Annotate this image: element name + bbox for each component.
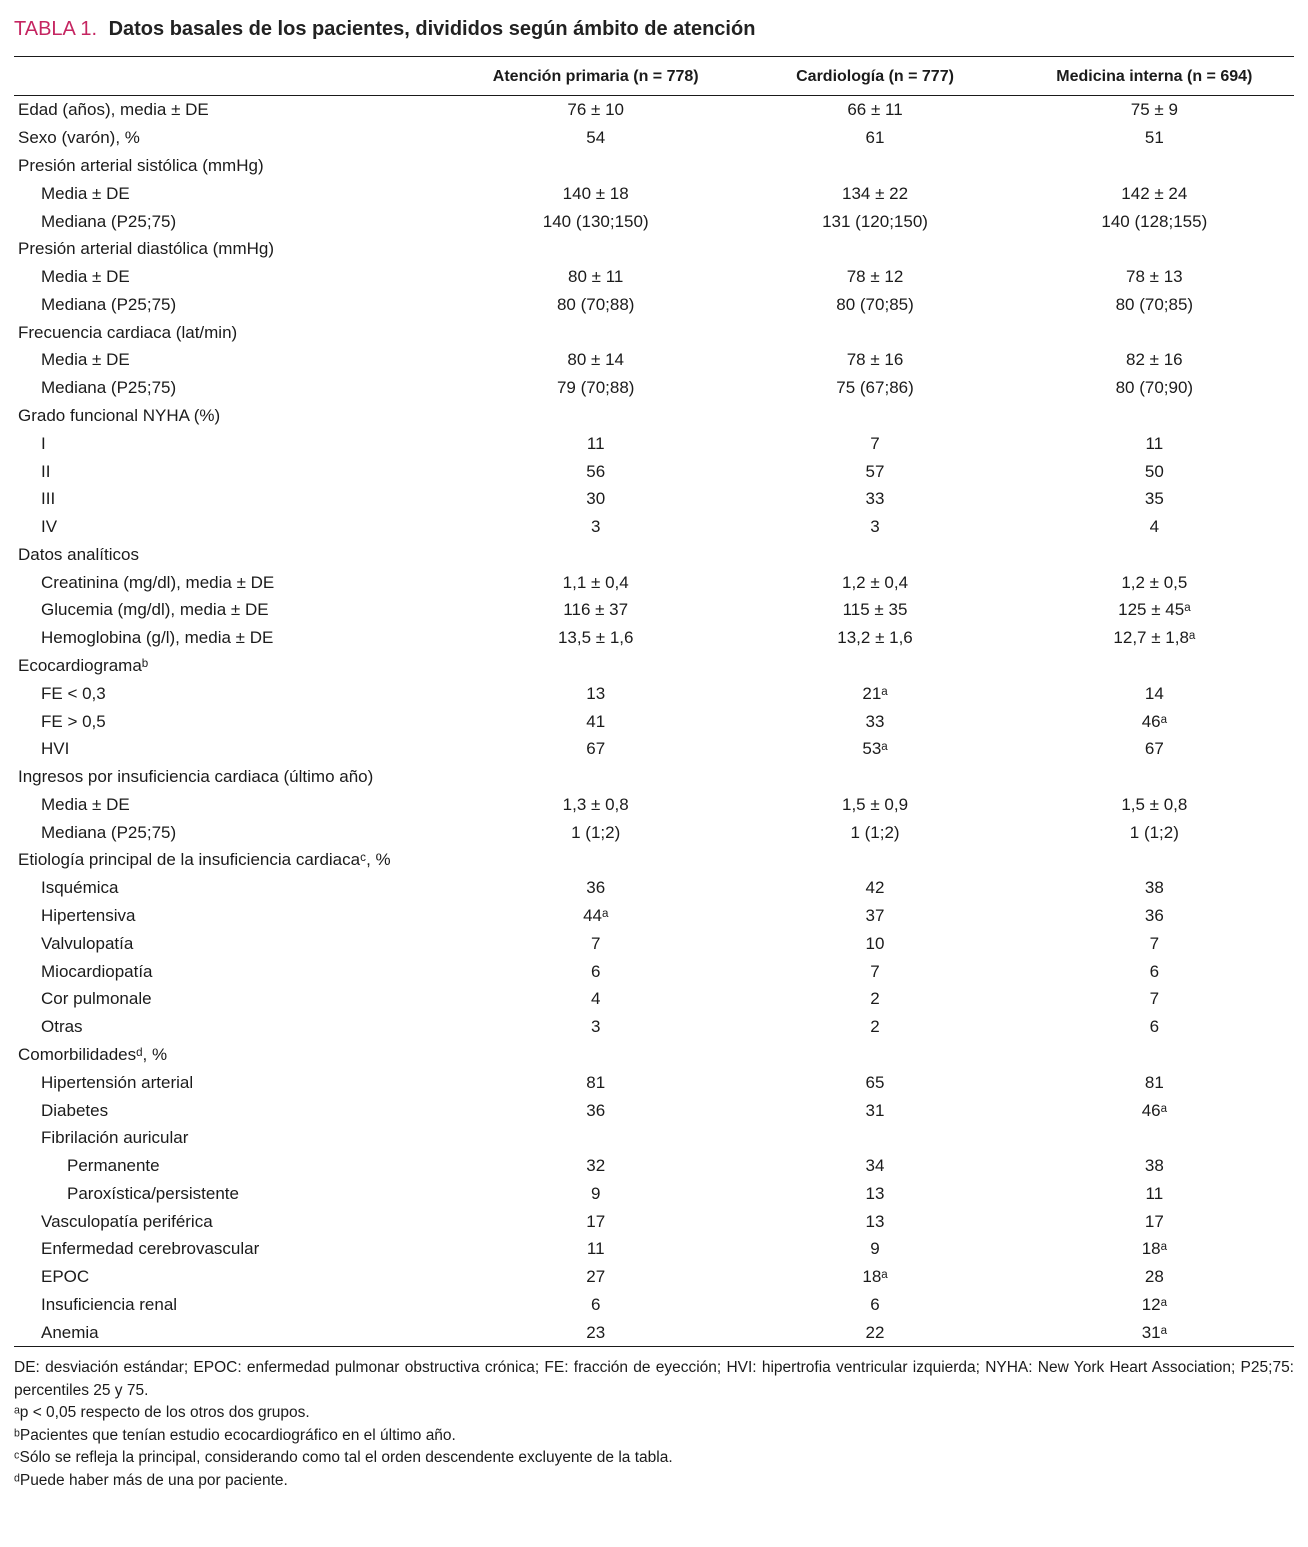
table-row	[14, 374, 1294, 402]
cell-value	[735, 1124, 1014, 1152]
cell-value: 36	[586, 878, 606, 898]
cell-value: 30	[586, 489, 606, 509]
cell-value: 18ᵃ	[862, 1267, 888, 1287]
row-label: Mediana (P25;75)	[41, 294, 177, 314]
cell-value	[456, 235, 735, 263]
row-label: Otras	[41, 1017, 83, 1037]
row-label: Edad (años), media ± DE	[18, 100, 209, 120]
row-label: Datos analíticos	[18, 544, 139, 564]
row-label: Ingresos por insuficiencia cardiaca (último año)	[18, 767, 374, 787]
cell-value: 80 (70;85)	[1115, 294, 1194, 314]
cell-value: 67	[586, 739, 606, 759]
cell-value: 61	[865, 128, 885, 148]
row-label: Comorbilidadesᵈ, %	[18, 1044, 168, 1064]
cell-value	[1015, 846, 1294, 874]
cell-value: 9	[590, 1183, 601, 1203]
row-label: Media ± DE	[41, 350, 130, 370]
column-header-cardiologia: Cardiología (n = 777)	[796, 68, 954, 85]
column-header-medicina-interna: Medicina interna (n = 694)	[1056, 68, 1253, 85]
cell-value: 11	[586, 433, 605, 453]
cell-value	[456, 846, 735, 874]
cell-value	[456, 402, 735, 430]
cell-value: 38	[1144, 1156, 1164, 1176]
cell-value: 13,5 ± 1,6	[557, 628, 634, 648]
cell-value: 37	[865, 906, 885, 926]
cell-value: 13	[865, 1211, 885, 1231]
footnote: ᵇPacientes que tenían estudio ecocardiográfico en el último año.	[14, 1426, 456, 1444]
row-label: Presión arterial diastólica (mmHg)	[18, 239, 275, 259]
cell-value: 17	[1144, 1211, 1164, 1231]
table-row	[14, 652, 1294, 680]
row-label: FE > 0,5	[41, 711, 106, 731]
cell-value: 140 ± 18	[562, 183, 629, 203]
table-row	[14, 568, 1294, 596]
table-row	[14, 346, 1294, 374]
cell-value	[735, 318, 1014, 346]
cell-value: 81	[586, 1072, 606, 1092]
table-row	[14, 929, 1294, 957]
cell-value: 44ᵃ	[583, 906, 609, 926]
cell-value: 7	[1149, 989, 1160, 1009]
row-label: HVI	[41, 739, 70, 759]
cell-value: 54	[586, 128, 606, 148]
table-row	[14, 541, 1294, 569]
footnote: ᵃp < 0,05 respecto de los otros dos grupos.	[14, 1404, 310, 1422]
cell-value: 2	[870, 989, 880, 1009]
row-label: Permanente	[67, 1156, 160, 1176]
cell-value: 33	[865, 711, 885, 731]
cell-value: 116 ± 37	[563, 600, 629, 620]
cell-value: 13,2 ± 1,6	[837, 628, 913, 648]
cell-value: 41	[586, 711, 606, 731]
table-row	[14, 1041, 1294, 1069]
row-label: Mediana (P25;75)	[41, 378, 177, 398]
cell-value: 13	[586, 683, 606, 703]
cell-value: 27	[586, 1267, 606, 1287]
row-label: Hemoglobina (g/l), media ± DE	[41, 628, 274, 648]
row-label: Paroxística/persistente	[67, 1183, 239, 1203]
cell-value: 80 (70;85)	[836, 294, 914, 314]
cell-value: 12,7 ± 1,8ᵃ	[1113, 628, 1196, 648]
cell-value: 36	[586, 1100, 606, 1120]
table-row	[14, 1235, 1294, 1263]
row-label: Cor pulmonale	[41, 989, 152, 1009]
table-row	[14, 402, 1294, 430]
cell-value: 42	[865, 878, 885, 898]
cell-value: 1,5 ± 0,9	[841, 794, 909, 814]
cell-value: 21ᵃ	[862, 683, 888, 703]
table-body	[14, 96, 1294, 1347]
table-row	[14, 485, 1294, 513]
row-label: Glucemia (mg/dl), media ± DE	[41, 600, 269, 620]
cell-value: 6	[590, 1294, 601, 1314]
cell-value	[456, 318, 735, 346]
cell-value: 142 ± 24	[1121, 183, 1188, 203]
cell-value: 22	[865, 1322, 885, 1342]
cell-value: 2	[870, 1017, 880, 1037]
cell-value	[1015, 541, 1294, 569]
row-label-column-header	[14, 57, 456, 96]
cell-value: 38	[1144, 878, 1164, 898]
cell-value	[456, 1124, 735, 1152]
table-row	[14, 957, 1294, 985]
table-row	[14, 735, 1294, 763]
table-row	[14, 263, 1294, 291]
table-row	[14, 1207, 1294, 1235]
table-caption: Datos basales de los pacientes, divididos según ámbito de atención	[108, 18, 756, 40]
row-label: FE < 0,3	[41, 683, 106, 703]
cell-value: 4	[590, 989, 601, 1009]
cell-value	[735, 1041, 1014, 1069]
cell-value: 80 (70;88)	[556, 294, 635, 314]
cell-value: 17	[586, 1211, 606, 1231]
table-row	[14, 763, 1294, 791]
table-row	[14, 985, 1294, 1013]
row-label: Hipertensiva	[41, 906, 136, 926]
cell-value	[1015, 652, 1294, 680]
table-row	[14, 1124, 1294, 1152]
table-row	[14, 235, 1294, 263]
cell-value: 35	[1144, 489, 1164, 509]
row-label: Mediana (P25;75)	[41, 822, 177, 842]
cell-value: 1,3 ± 0,8	[562, 794, 629, 814]
table-row	[14, 624, 1294, 652]
table-row	[14, 818, 1294, 846]
cell-value: 79 (70;88)	[556, 378, 635, 398]
cell-value	[1015, 152, 1294, 180]
cell-value: 3	[590, 517, 601, 537]
table-row	[14, 207, 1294, 235]
cell-value: 81	[1144, 1072, 1164, 1092]
cell-value: 12ᵃ	[1141, 1294, 1167, 1314]
cell-value: 7	[870, 961, 880, 981]
table-row	[14, 96, 1294, 124]
table-row	[14, 1013, 1294, 1041]
cell-value	[735, 652, 1014, 680]
table-row	[14, 1179, 1294, 1207]
cell-value: 10	[865, 933, 885, 953]
cell-value: 65	[865, 1072, 885, 1092]
cell-value: 140 (130;150)	[542, 211, 649, 231]
table-row	[14, 152, 1294, 180]
row-label: Miocardiopatía	[41, 961, 153, 981]
table-row	[14, 179, 1294, 207]
cell-value	[1015, 402, 1294, 430]
cell-value: 140 (128;155)	[1101, 211, 1208, 231]
cell-value: 7	[590, 933, 601, 953]
cell-value: 80 ± 11	[568, 267, 624, 287]
table-row	[14, 1096, 1294, 1124]
table-row	[14, 791, 1294, 819]
cell-value: 78 ± 12	[846, 267, 904, 287]
table-row	[14, 1291, 1294, 1319]
row-label: Sexo (varón), %	[18, 128, 140, 148]
cell-value: 3	[870, 517, 880, 537]
cell-value: 82 ± 16	[1126, 350, 1183, 370]
cell-value	[1015, 318, 1294, 346]
header-row	[14, 57, 1294, 96]
cell-value: 3	[590, 1017, 601, 1037]
row-label: Enfermedad cerebrovascular	[41, 1239, 260, 1259]
cell-value: 1 (1;2)	[850, 822, 900, 842]
table-title	[14, 16, 1294, 42]
cell-value: 36	[1144, 906, 1164, 926]
row-label: Vasculopatía periférica	[41, 1211, 213, 1231]
table-row	[14, 902, 1294, 930]
cell-value: 75 ± 9	[1130, 100, 1178, 120]
cell-value: 6	[1149, 961, 1160, 981]
row-label: Presión arterial sistólica (mmHg)	[18, 155, 264, 175]
row-label: Valvulopatía	[41, 933, 134, 953]
table-row	[14, 874, 1294, 902]
table-row	[14, 513, 1294, 541]
cell-value: 7	[1149, 933, 1160, 953]
row-label: III	[41, 489, 56, 509]
row-label: II	[41, 461, 51, 481]
row-label: EPOC	[41, 1267, 90, 1287]
table-row	[14, 429, 1294, 457]
cell-value	[735, 541, 1014, 569]
table-number-label: TABLA 1.	[14, 18, 98, 40]
cell-value: 4	[1149, 517, 1160, 537]
cell-value: 76 ± 10	[567, 100, 624, 120]
row-label: Grado funcional NYHA (%)	[18, 405, 221, 425]
cell-value	[735, 402, 1014, 430]
cell-value	[1015, 1041, 1294, 1069]
cell-value	[1015, 235, 1294, 263]
cell-value: 28	[1144, 1267, 1164, 1287]
row-label: Mediana (P25;75)	[41, 211, 177, 231]
column-header-atencion-primaria: Atención primaria (n = 778)	[492, 68, 699, 85]
cell-value	[735, 235, 1014, 263]
row-label: Anemia	[41, 1322, 99, 1342]
cell-value: 66 ± 11	[847, 100, 903, 120]
row-label: Fibrilación auricular	[41, 1128, 189, 1148]
row-label: Media ± DE	[41, 794, 130, 814]
cell-value	[735, 152, 1014, 180]
cell-value: 75 (67;86)	[836, 378, 914, 398]
table-row	[14, 1152, 1294, 1180]
table-row	[14, 124, 1294, 152]
cell-value	[456, 763, 735, 791]
cell-value: 80 ± 14	[567, 350, 624, 370]
table-row	[14, 1068, 1294, 1096]
cell-value: 18ᵃ	[1141, 1239, 1167, 1259]
cell-value: 31	[865, 1100, 885, 1120]
row-label: Creatinina (mg/dl), media ± DE	[41, 572, 275, 592]
row-label: Media ± DE	[41, 267, 130, 287]
table-row	[14, 1318, 1294, 1346]
row-label: Hipertensión arterial	[41, 1072, 194, 1092]
cell-value: 125 ± 45ᵃ	[1118, 600, 1191, 620]
cell-value	[735, 846, 1014, 874]
cell-value: 78 ± 16	[846, 350, 904, 370]
cell-value	[456, 652, 735, 680]
row-label: Insuficiencia renal	[41, 1294, 178, 1314]
row-label: Media ± DE	[41, 183, 130, 203]
table-header	[14, 57, 1294, 96]
cell-value	[456, 1041, 735, 1069]
cell-value: 131 (120;150)	[822, 211, 928, 231]
cell-value: 9	[870, 1239, 880, 1259]
cell-value: 23	[586, 1322, 606, 1342]
cell-value: 1,1 ± 0,4	[562, 572, 629, 592]
cell-value: 46ᵃ	[1141, 711, 1167, 731]
cell-value: 6	[590, 961, 601, 981]
row-label: Ecocardiogramaᵇ	[18, 656, 149, 676]
cell-value: 1 (1;2)	[1129, 822, 1179, 842]
cell-value: 80 (70;90)	[1115, 378, 1194, 398]
row-label: Diabetes	[41, 1100, 109, 1120]
cell-value: 134 ± 22	[841, 183, 909, 203]
cell-value: 1,2 ± 0,4	[841, 572, 909, 592]
footnote: ᵈPuede haber más de una por paciente.	[14, 1471, 288, 1489]
cell-value: 11	[1145, 1183, 1164, 1203]
cell-value: 46ᵃ	[1141, 1100, 1167, 1120]
cell-value	[735, 763, 1014, 791]
row-label: Isquémica	[41, 878, 119, 898]
row-label: Etiología principal de la insuficiencia cardiacaᶜ, %	[18, 850, 391, 870]
table-row	[14, 707, 1294, 735]
cell-value: 11	[1145, 433, 1164, 453]
cell-value	[456, 152, 735, 180]
table-row	[14, 679, 1294, 707]
cell-value	[1015, 1124, 1294, 1152]
table-row	[14, 1263, 1294, 1291]
cell-value: 67	[1144, 739, 1164, 759]
row-label: I	[41, 433, 46, 453]
footnotes	[14, 1357, 1294, 1492]
cell-value: 1,5 ± 0,8	[1121, 794, 1188, 814]
cell-value: 7	[870, 433, 880, 453]
data-table	[14, 56, 1294, 1347]
cell-value: 34	[865, 1156, 885, 1176]
cell-value: 1,2 ± 0,5	[1121, 572, 1188, 592]
cell-value: 6	[1149, 1017, 1160, 1037]
cell-value: 31ᵃ	[1141, 1322, 1167, 1342]
cell-value: 57	[865, 461, 885, 481]
cell-value	[1015, 763, 1294, 791]
cell-value: 33	[865, 489, 885, 509]
cell-value: 1 (1;2)	[571, 822, 621, 842]
row-label: Frecuencia cardiaca (lat/min)	[18, 322, 238, 342]
footnote: ᶜSólo se refleja la principal, considerando como tal el orden descendente excluyente de la tabla.	[14, 1449, 673, 1467]
cell-value: 78 ± 13	[1126, 267, 1183, 287]
table-row	[14, 596, 1294, 624]
cell-value	[456, 541, 735, 569]
footnote: DE: desviación estándar; EPOC: enfermedad pulmonar obstructiva crónica; FE: fracción de eyección; HVI: hipertrofia ventricular izquierda; NYHA: New York Heart Association; P25;75: percentiles 25 y 75.	[14, 1359, 1294, 1399]
table-row	[14, 457, 1294, 485]
cell-value: 6	[870, 1294, 880, 1314]
table-row	[14, 290, 1294, 318]
table-row	[14, 846, 1294, 874]
cell-value: 11	[586, 1239, 605, 1259]
row-label: IV	[41, 517, 58, 537]
cell-value: 115 ± 35	[842, 600, 908, 620]
cell-value: 56	[586, 461, 606, 481]
cell-value: 13	[865, 1183, 885, 1203]
cell-value: 32	[586, 1156, 606, 1176]
cell-value: 50	[1144, 461, 1164, 481]
cell-value: 14	[1144, 683, 1164, 703]
table-row	[14, 318, 1294, 346]
cell-value: 51	[1144, 128, 1164, 148]
cell-value: 53ᵃ	[862, 739, 888, 759]
